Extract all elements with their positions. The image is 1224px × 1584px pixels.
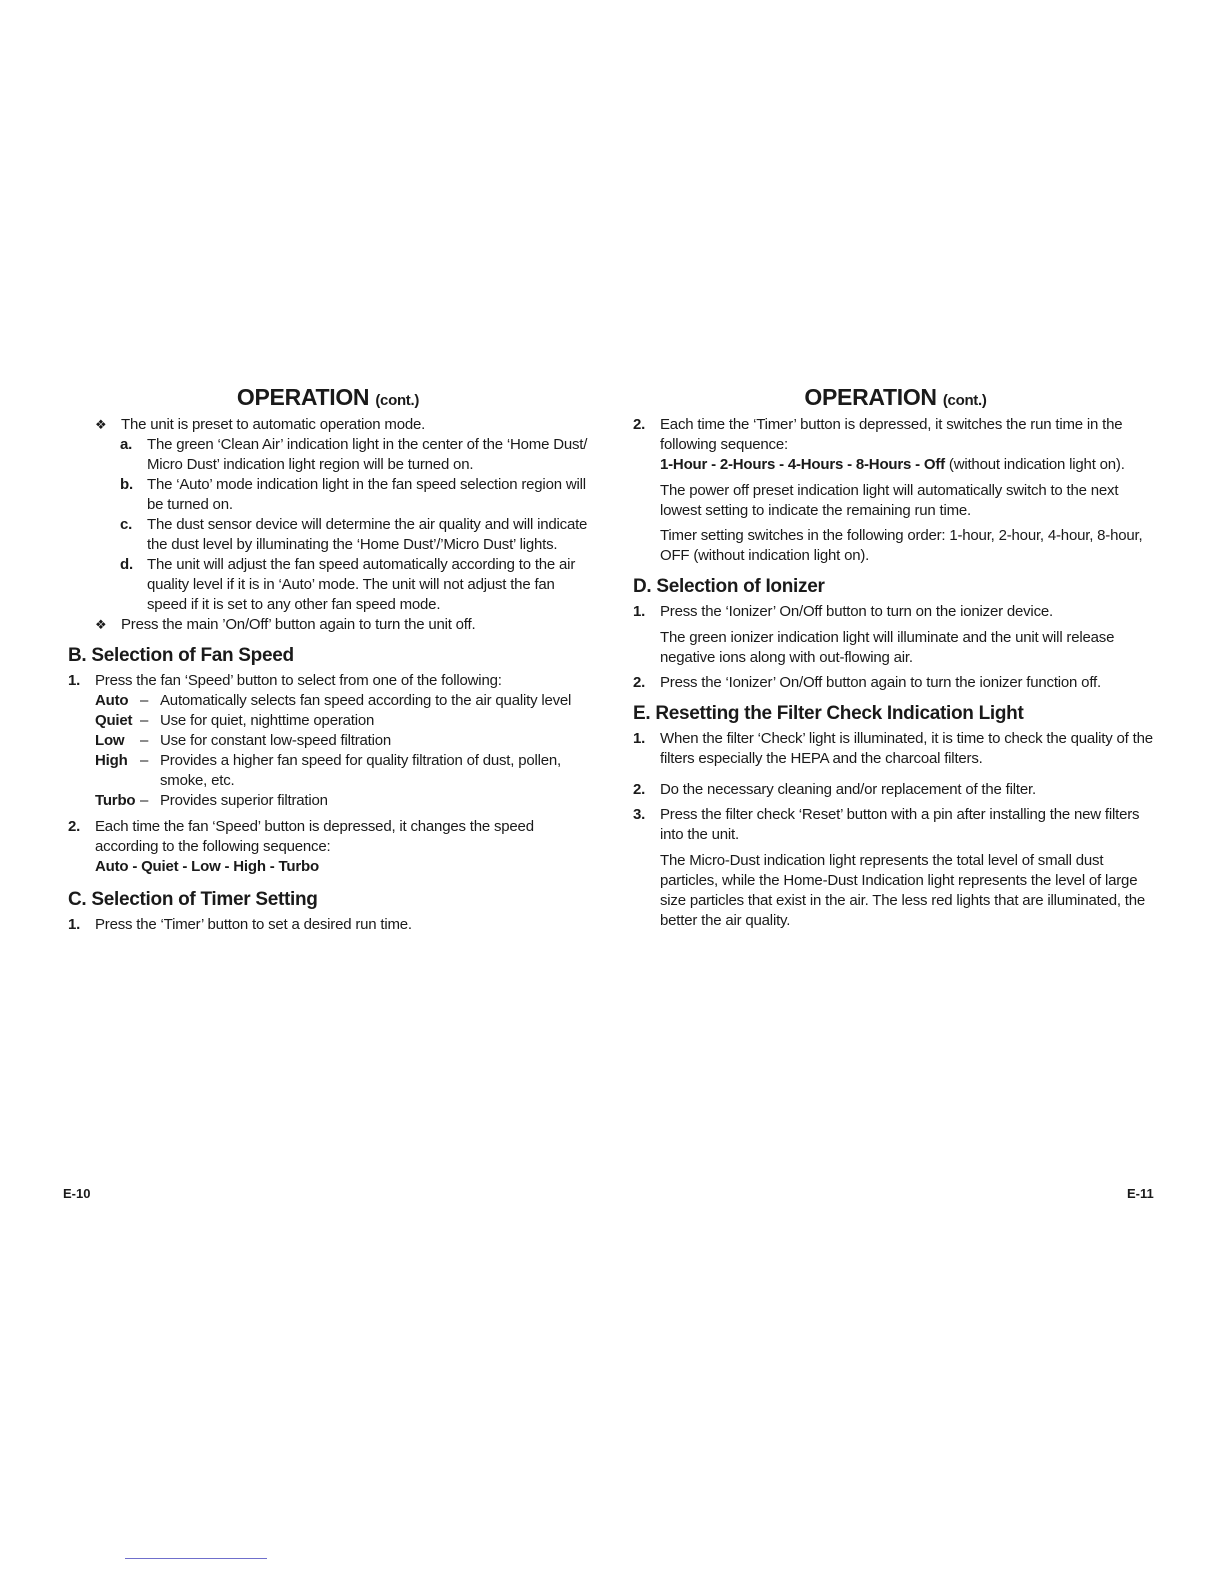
section-c-item-1 [68,915,588,935]
outro-bullet-item [95,615,588,635]
right-title-text: OPERATION [804,384,937,410]
section-d-heading: D. Selection of Ionizer [633,576,825,597]
right-page-number: E-11 [1127,1186,1154,1201]
diamond-bullet-icon: ❖ [95,617,107,632]
alpha-marker: d. [120,556,133,573]
section-d-item-2 [633,673,1158,693]
step-text: Press the ‘Timer’ button to set a desired run time. [95,916,412,933]
timer-sequence-rest: (without indication light on). [944,456,1125,473]
alpha-text: The unit will adjust the fan speed automatically according to the air quality level if it is in ‘Auto’ mode. The unit will not adjust the fan speed if it is set to any other fan speed mode. [147,556,576,613]
timer-note-1: The power off preset indication light will automatically switch to the next lowest setting to indicate the remaining run time. [660,482,1119,519]
speed-row-high [95,751,588,791]
step-number: 1. [633,603,646,620]
section-e-heading: E. Resetting the Filter Check Indication Light [633,703,1024,724]
speed-sequence: Auto - Quiet - Low - High - Turbo [95,858,319,875]
alpha-item-d [120,555,588,615]
speed-name: High [95,752,128,769]
timer-text: Each time the ‘Timer’ button is depressed, it switches the run time in the following sequence: [660,416,1123,453]
speed-row-turbo [95,791,588,811]
alpha-item-c [120,515,588,555]
speed-name: Turbo [95,792,136,809]
timer-item-2 [633,415,1158,475]
alpha-text: The dust sensor device will determine the air quality and will indicate the dust level by illuminating the ‘Home Dust’/’Micro Dust’ lights. [147,516,588,553]
speed-dash: – [140,692,149,709]
speed-desc: Automatically selects fan speed according to the air quality level [160,692,572,709]
section-d-item-1 [633,602,1158,622]
step-number: 1. [68,672,81,689]
section-b-heading: B. Selection of Fan Speed [68,645,294,666]
right-title-cont: (cont.) [942,392,987,409]
speed-desc: Use for constant low-speed filtration [160,732,392,749]
speed-row-auto [95,691,588,711]
step-number: 1. [68,916,81,933]
left-page-column [68,383,588,935]
speed-row-low [95,731,588,751]
left-page-title [68,383,588,411]
outro-bullet-text: Press the main ’On/Off’ button again to turn the unit off. [121,616,476,633]
alpha-text: The ‘Auto’ mode indication light in the fan speed selection region will be turned on. [147,476,586,513]
speed-desc: Provides a higher fan speed for quality filtration of dust, pollen, smoke, etc. [160,752,562,789]
left-title-text: OPERATION [236,384,370,410]
step-text: Press the ‘Ionizer’ On/Off button again to turn the ionizer function off. [660,674,1101,691]
right-page-column [633,383,1158,931]
left-page-number: E-10 [63,1186,91,1201]
dust-light-note: The Micro-Dust indication light represents the total level of small dust particles, while the Home-Dust Indication light represents the level of large size particles that exist in the air. The less red lights that are illuminated, the better the air quality. [660,852,1146,929]
speed-name: Low [95,732,125,749]
timer-sequence: 1-Hour - 2-Hours - 4-Hours - 8-Hours - Off [660,456,945,473]
timer-note-2: Timer setting switches in the following order: 1-hour, 2-hour, 4-hour, 8-hour, OFF (without indication light on). [660,527,1143,564]
ionizer-note: The green ionizer indication light will illuminate and the unit will release negative ions along with out-flowing air. [660,629,1115,666]
alpha-text: The green ‘Clean Air’ indication light in the center of the ‘Home Dust/ Micro Dust’ indication light region will be turned on. [147,436,588,473]
step-text [660,415,1158,475]
section-e-item-1 [633,729,1158,769]
step-text: Press the fan ‘Speed’ button to select from one of the following: [95,672,502,689]
step-number: 1. [633,730,646,747]
section-e-item-2 [633,780,1158,800]
step-text: Do the necessary cleaning and/or replacement of the filter. [660,781,1036,798]
intro-bullet-text: The unit is preset to automatic operation mode. [121,416,426,433]
step-number: 2. [633,781,646,798]
diamond-bullet-icon: ❖ [95,417,107,432]
alpha-marker: b. [120,476,133,493]
right-page-title [633,383,1158,411]
step-number: 2. [633,674,646,691]
alpha-item-b [120,475,588,515]
step-text: Press the filter check ‘Reset’ button with a pin after installing the new filters into the unit. [660,806,1140,843]
speed-dash: – [140,712,149,729]
step-text: Press the ‘Ionizer’ On/Off button to turn on the ionizer device. [660,603,1053,620]
left-title-cont: (cont.) [375,392,420,409]
step-number: 3. [633,806,646,823]
speed-dash: – [140,732,149,749]
speed-desc: Provides superior filtration [160,792,328,809]
section-c-heading: C. Selection of Timer Setting [68,889,318,910]
speed-desc: Use for quiet, nighttime operation [160,712,375,729]
section-b-item-2 [68,817,588,857]
alpha-marker: a. [120,436,133,453]
section-b-item-1 [68,671,588,691]
alpha-marker: c. [120,516,133,533]
speed-row-quiet [95,711,588,731]
bottom-rule [125,1558,267,1559]
step-text: When the filter ‘Check’ light is illuminated, it is time to check the quality of the filters especially the HEPA and the charcoal filters. [660,730,1153,767]
step-text: Each time the fan ‘Speed’ button is depressed, it changes the speed according to the following sequence: [95,818,534,855]
alpha-item-a [120,435,588,475]
step-number: 2. [68,818,81,835]
speed-name: Auto [95,692,129,709]
speed-name: Quiet [95,712,133,729]
intro-bullet-item [95,415,588,435]
step-number: 2. [633,416,646,433]
section-e-item-3 [633,805,1158,845]
speed-dash: – [140,792,149,809]
speed-dash: – [140,752,149,769]
